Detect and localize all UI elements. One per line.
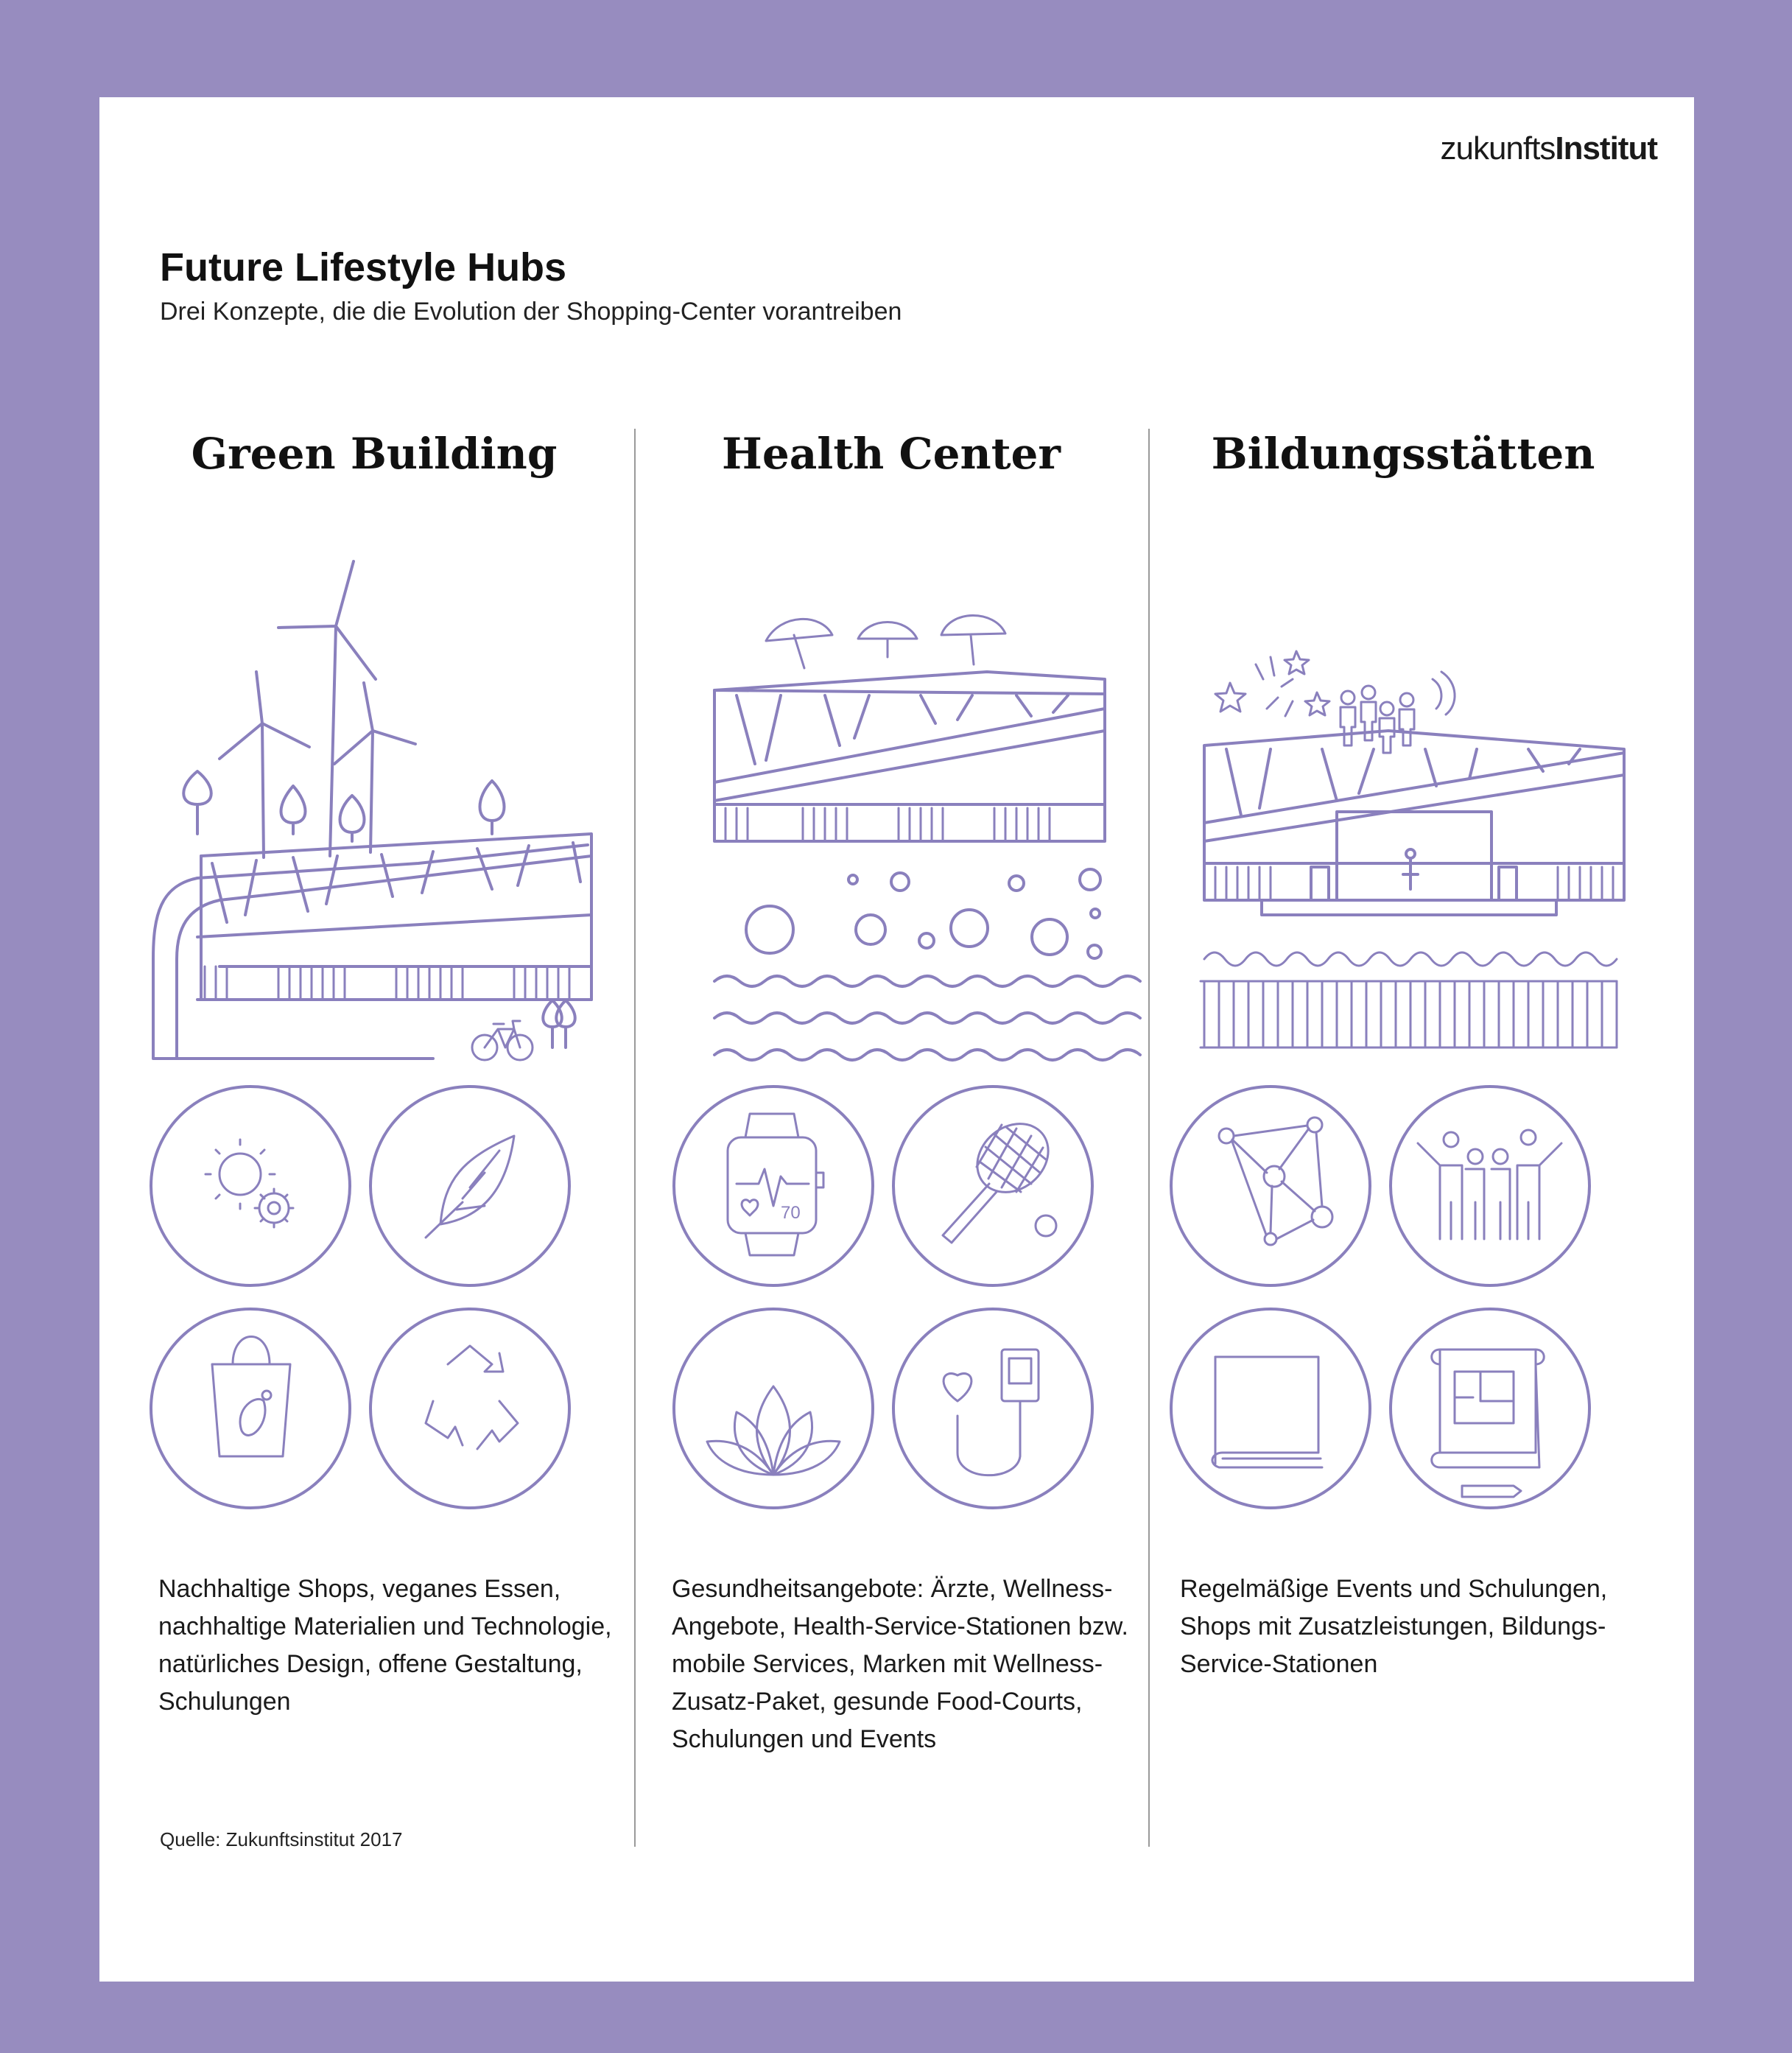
lotus-icon [707, 1386, 840, 1475]
health-center-icon-grid [633, 1055, 1149, 1512]
column-title-health-center: Health Center [722, 429, 1061, 479]
book-icon [1212, 1357, 1322, 1467]
brand-logo: zukunftsInstitut [1440, 130, 1657, 166]
bildungsstaetten-icon-grid [1145, 1055, 1661, 1512]
leaf-icon [426, 1136, 514, 1238]
green-building-illustration [116, 495, 632, 1084]
tennis-racket-icon [943, 1109, 1062, 1243]
recycle-icon [426, 1346, 518, 1449]
bildungsstaetten-illustration [1145, 495, 1661, 1084]
column-title-green-building: Green Building [191, 429, 558, 479]
network-icon [1219, 1117, 1332, 1245]
heart-monitor-icon [944, 1350, 1039, 1475]
watch-reading: 70 [781, 1203, 801, 1223]
page-subtitle: Drei Konzepte, die die Evolution der Shopping-Center vorantreiben [160, 298, 902, 326]
page-title: Future Lifestyle Hubs [160, 245, 567, 289]
blueprint-icon [1432, 1350, 1545, 1497]
column-title-bildungsstaetten: Bildungsstätten [1211, 429, 1595, 479]
source-note: Quelle: Zukunftsinstitut 2017 [160, 1828, 403, 1850]
column-description-health-center: Gesundheitsangebote: Ärzte, Wellness-Angebote, Health-Service-Stationen bzw. mobile Services, Marken mit Wellness-Zusatz-Paket, gesunde Food-Courts, Schulungen und Events [672, 1575, 1128, 1753]
column-description-green-building: Nachhaltige Shops, veganes Essen, nachhaltige Materialien und Technologie, natürliches Design, offene Gestaltung, Schulungen [158, 1575, 612, 1716]
smartwatch-icon [728, 1114, 823, 1255]
green-building-icon-grid [116, 1055, 632, 1512]
people-group-icon [1418, 1130, 1561, 1239]
infographic-card [99, 97, 1694, 1982]
fairtrade-bag-icon [212, 1337, 290, 1457]
health-center-illustration [633, 495, 1149, 1084]
sun-gear-icon [205, 1140, 293, 1227]
column-description-bildungsstaetten: Regelmäßige Events und Schulungen, Shops mit Zusatzleistungen, Bildungs-Service-Stationen [1180, 1575, 1608, 1678]
